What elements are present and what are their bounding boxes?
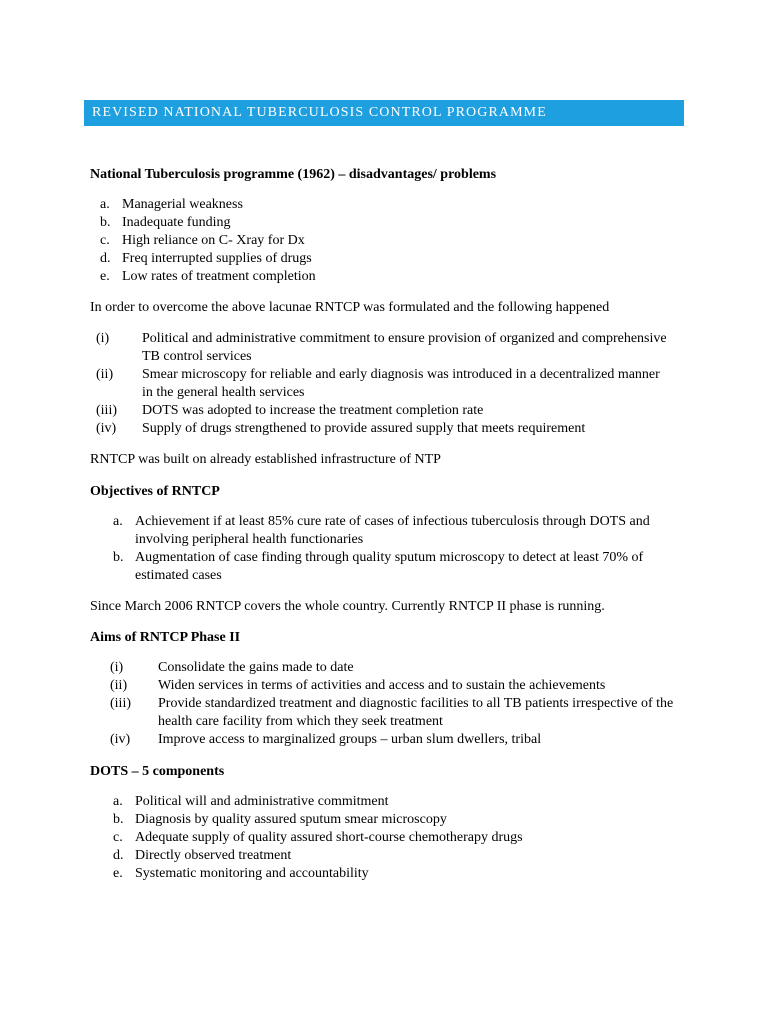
list-item xyxy=(113,865,673,883)
list-marker: (i) xyxy=(96,331,110,346)
list-item-text: Widen services in terms of activities and access and to sustain the achievements xyxy=(158,678,606,693)
list-item xyxy=(100,214,660,232)
list-item xyxy=(100,268,660,286)
title-banner xyxy=(84,100,684,126)
list-item xyxy=(113,549,673,585)
list-item xyxy=(100,196,660,214)
list-marker: (iv) xyxy=(96,421,117,436)
list-marker: d. xyxy=(113,848,124,863)
list-item xyxy=(113,793,673,811)
list-marker: b. xyxy=(113,812,124,827)
list-item-text: Improve access to marginalized groups – urban slum dwellers, tribal xyxy=(158,732,542,747)
list-item xyxy=(113,847,673,865)
list-item-text: Augmentation of case finding through quality sputum microscopy to detect at least 70% of estimated cases xyxy=(135,550,644,583)
ntp-problems-list xyxy=(100,196,660,286)
list-item xyxy=(96,366,674,402)
section-heading-dots: DOTS – 5 components xyxy=(90,764,225,779)
list-marker: (iv) xyxy=(110,732,131,747)
list-item-text: Political will and administrative commitment xyxy=(135,794,389,809)
list-item-text: Freq interrupted supplies of drugs xyxy=(122,251,312,266)
list-marker: e. xyxy=(113,866,123,881)
list-marker: (ii) xyxy=(110,678,128,693)
list-item xyxy=(96,420,674,438)
document-title: REVISED NATIONAL TUBERCULOSIS CONTROL PROGRAMME xyxy=(92,105,547,120)
list-marker: b. xyxy=(113,550,124,565)
section-heading-objectives: Objectives of RNTCP xyxy=(90,484,220,499)
list-marker: c. xyxy=(100,233,110,248)
list-item xyxy=(110,695,682,731)
list-item xyxy=(110,659,682,677)
list-item-text: Systematic monitoring and accountability xyxy=(135,866,369,881)
list-item-text: Supply of drugs strengthened to provide assured supply that meets requirement xyxy=(142,421,586,436)
dots-components-list xyxy=(113,793,673,883)
list-item-text: Diagnosis by quality assured sputum smear microscopy xyxy=(135,812,447,827)
objectives-list xyxy=(113,513,673,585)
list-marker: (iii) xyxy=(110,696,131,711)
list-marker: d. xyxy=(100,251,111,266)
list-item xyxy=(96,330,674,366)
list-item-text: Managerial weakness xyxy=(122,197,243,212)
list-marker: a. xyxy=(113,794,123,809)
section-heading-ntp-problems: National Tuberculosis programme (1962) – disadvantages/ problems xyxy=(90,167,497,182)
list-marker: a. xyxy=(100,197,110,212)
list-item-text: Political and administrative commitment to ensure provision of organized and comprehensive TB control services xyxy=(142,331,667,364)
paragraph-lacunae: In order to overcome the above lacunae RNTCP was formulated and the following happened xyxy=(90,300,610,315)
list-item xyxy=(110,731,682,749)
list-item-text: Achievement if at least 85% cure rate of cases of infectious tuberculosis through DOTS and involving peripheral health functionaries xyxy=(135,514,650,547)
list-item xyxy=(110,677,682,695)
list-marker: b. xyxy=(100,215,111,230)
list-item-text: High reliance on C- Xray for Dx xyxy=(122,233,305,248)
list-item xyxy=(100,250,660,268)
paragraph-infrastructure: RNTCP was built on already established infrastructure of NTP xyxy=(90,452,441,467)
aims-list xyxy=(110,659,682,749)
list-marker: (iii) xyxy=(96,403,117,418)
list-item-text: DOTS was adopted to increase the treatment completion rate xyxy=(142,403,484,418)
list-marker: (i) xyxy=(110,660,124,675)
list-marker: (ii) xyxy=(96,367,114,382)
list-item-text: Inadequate funding xyxy=(122,215,231,230)
list-item xyxy=(113,513,673,549)
list-item xyxy=(113,829,673,847)
list-item xyxy=(113,811,673,829)
list-marker: a. xyxy=(113,514,123,529)
list-item xyxy=(100,232,660,250)
list-item-text: Adequate supply of quality assured short-course chemotherapy drugs xyxy=(135,830,523,845)
paragraph-coverage: Since March 2006 RNTCP covers the whole country. Currently RNTCP II phase is running. xyxy=(90,599,605,614)
list-item-text: Provide standardized treatment and diagnostic facilities to all TB patients irrespective of the health care facility from which they seek treatment xyxy=(158,696,674,729)
list-item xyxy=(96,402,674,420)
list-item-text: Smear microscopy for reliable and early diagnosis was introduced in a decentralized manner in the general health services xyxy=(142,367,660,400)
rntcp-changes-list xyxy=(96,330,674,438)
list-item-text: Directly observed treatment xyxy=(135,848,292,863)
section-heading-aims: Aims of RNTCP Phase II xyxy=(90,630,241,645)
list-marker: c. xyxy=(113,830,123,845)
list-item-text: Low rates of treatment completion xyxy=(122,269,316,284)
list-marker: e. xyxy=(100,269,110,284)
list-item-text: Consolidate the gains made to date xyxy=(158,660,354,675)
